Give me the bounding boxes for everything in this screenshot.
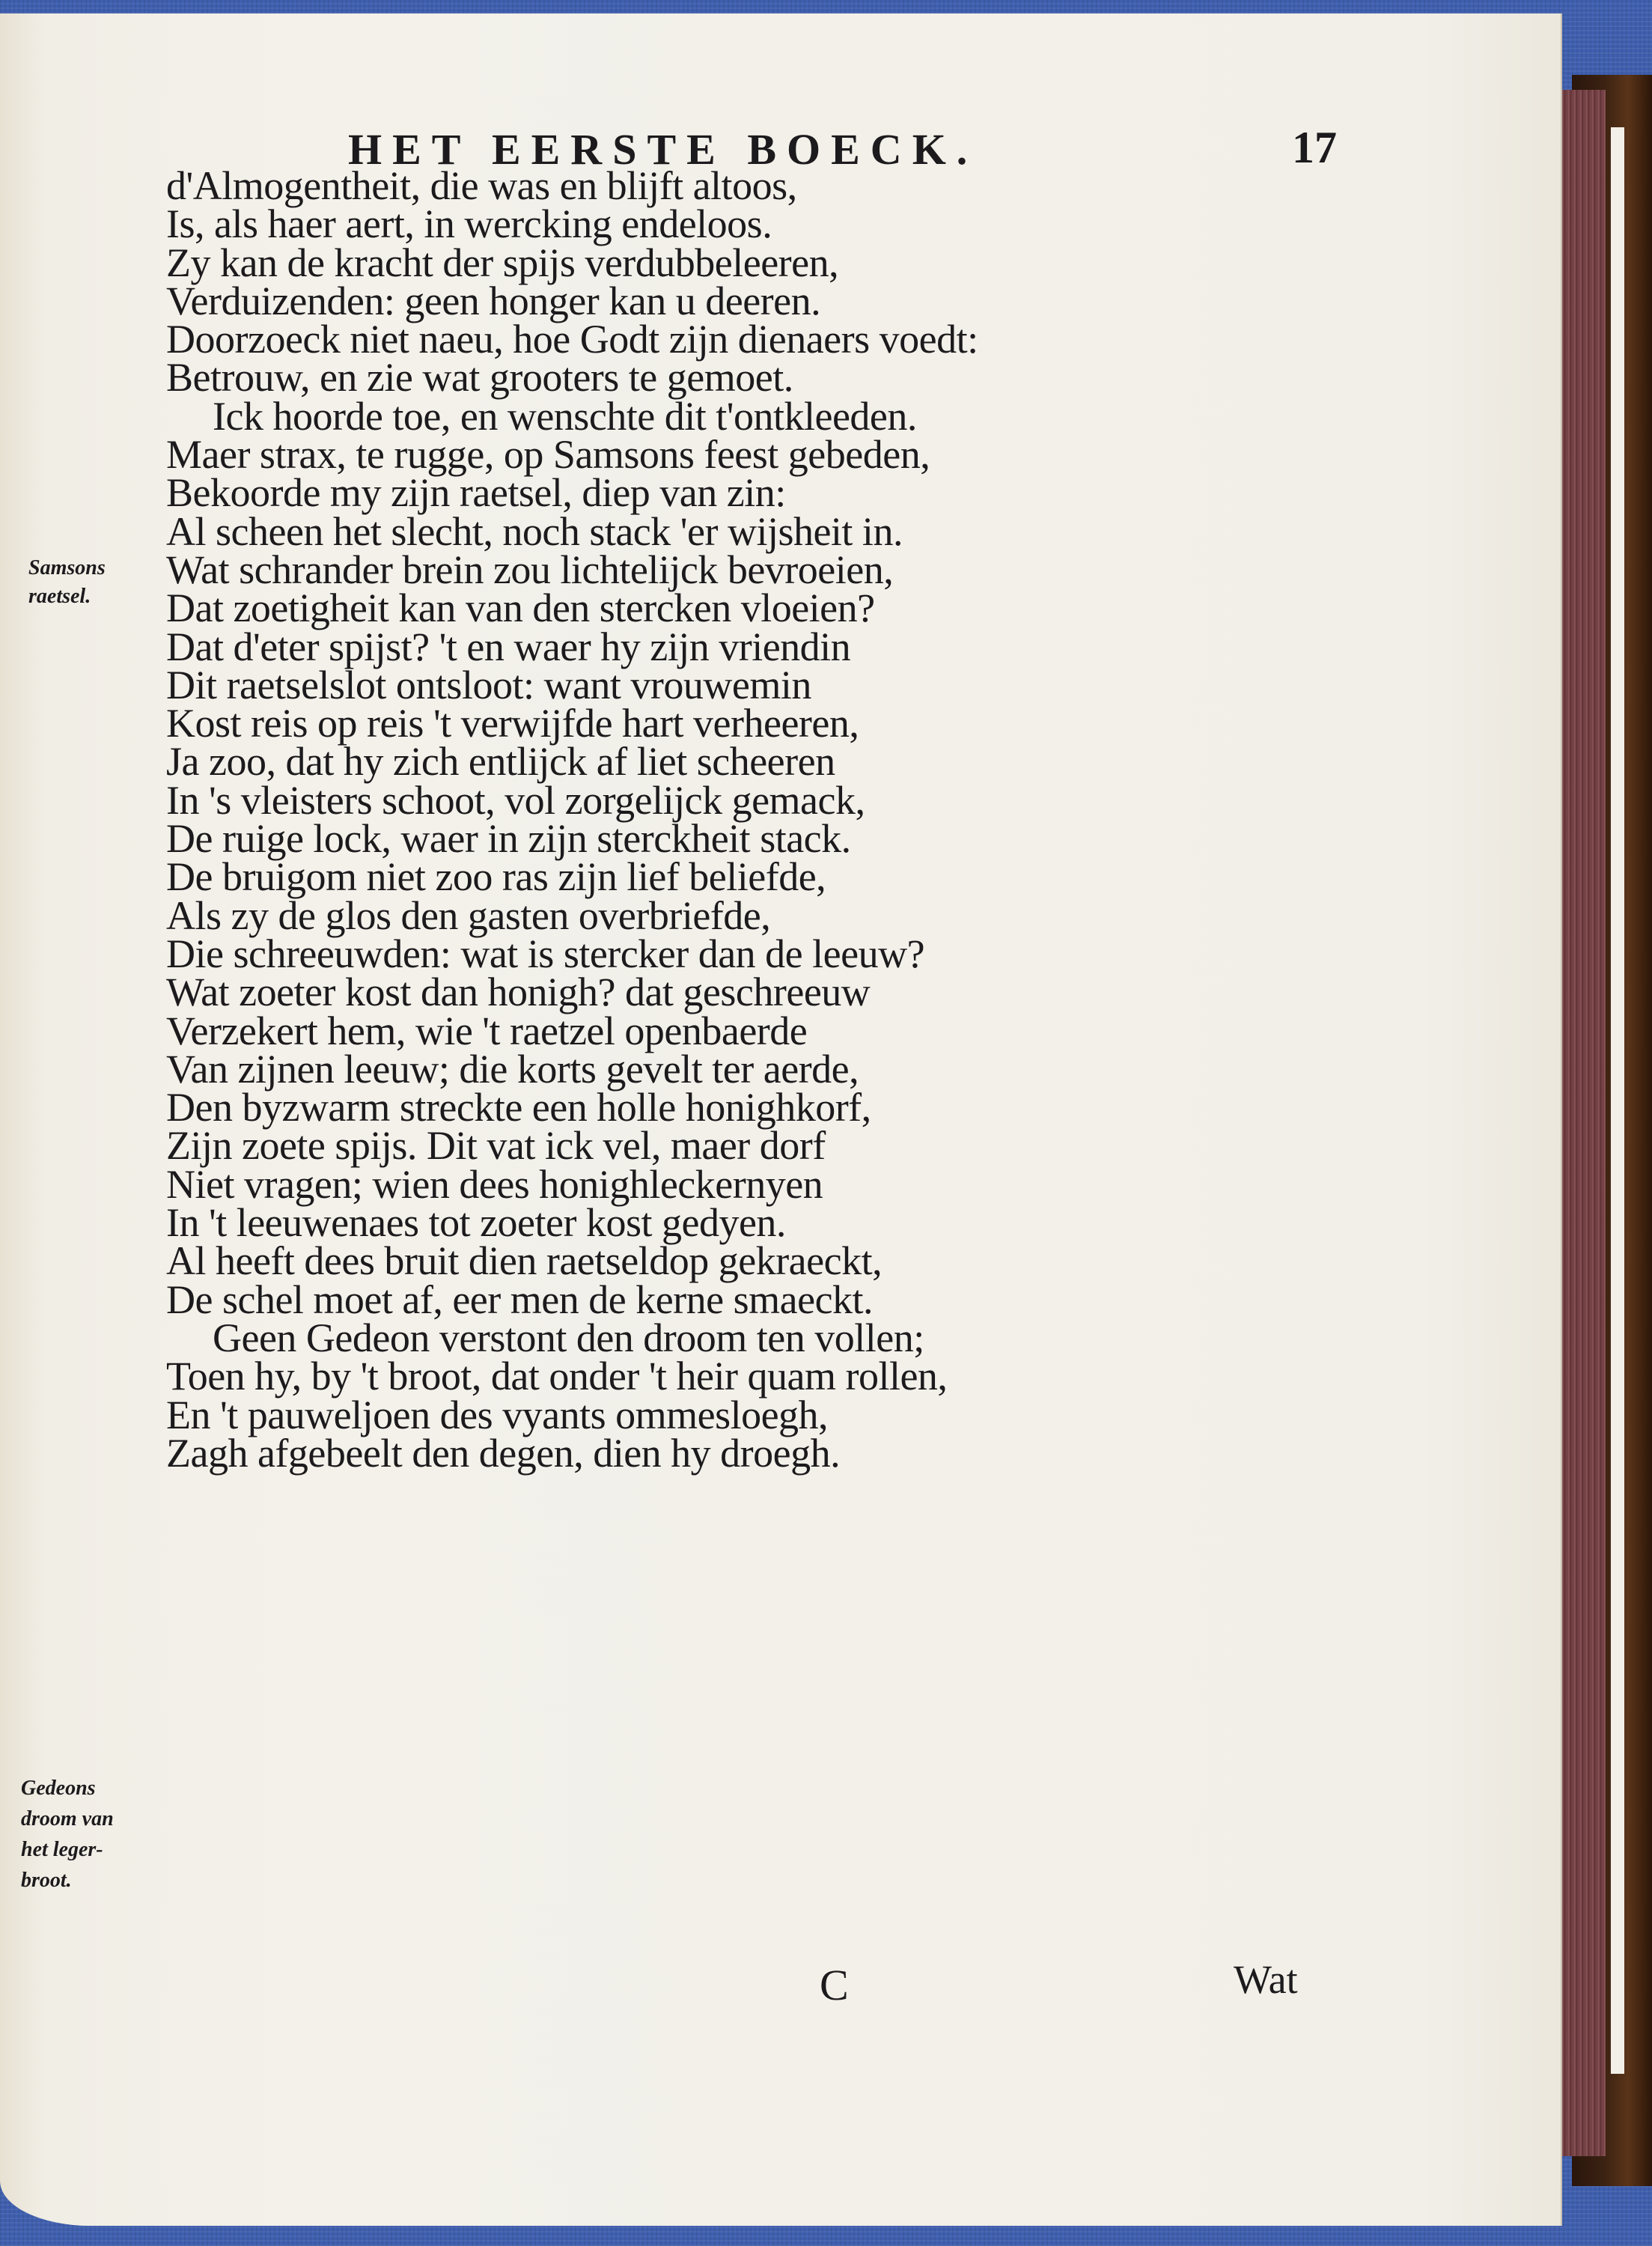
marginal-note-line: Samsons: [28, 556, 106, 579]
verse-line: Dat d'eter spijst? 't en waer hy zijn vriendin: [166, 624, 851, 669]
verse-line: Wat schrander brein zou lichtelijck bevroeien,: [166, 547, 894, 592]
verse-line: Al scheen het slecht, noch stack 'er wijsheit in.: [166, 508, 903, 554]
verse-line: Toen hy, by 't broot, dat onder 't heir quam rollen,: [166, 1354, 948, 1399]
verse-line: In 't leeuwenaes tot zoeter kost gedyen.: [166, 1200, 786, 1246]
marginal-note-line: raetsel.: [28, 585, 91, 608]
catchword: Wat: [1234, 1957, 1298, 2002]
verse-line: Geen Gedeon verstont den droom ten vollen;: [213, 1315, 924, 1360]
verse-line: De schel moet af, eer men de kerne smaeckt.: [166, 1276, 874, 1322]
marginal-note-line: Gedeons: [21, 1777, 96, 1800]
marginal-note-line: droom van: [21, 1807, 114, 1830]
verse-line: De bruigom niet zoo ras zijn lief beliefde,: [166, 854, 826, 900]
marginal-note-gedeons-droom: [21, 1773, 114, 1896]
verse-line: Doorzoeck niet naeu, hoe Godt zijn dienaers voedt:: [166, 317, 978, 362]
page-edge-white: [1611, 127, 1624, 2074]
verse-line: Verduizenden: geen honger kan u deeren.: [166, 278, 821, 323]
page-edges: [1561, 90, 1606, 2156]
verse-line: Al heeft dees bruit dien raetseldop gekraeckt,: [166, 1238, 883, 1284]
verse-line: d'Almogentheit, die was en blijft altoos,: [166, 163, 797, 208]
verse-line: Zy kan de kracht der spijs verdubbeleeren,: [166, 240, 839, 285]
verse-line: Ick hoorde toe, en wenschte dit t'ontkleeden.: [213, 393, 917, 439]
verse-line: Kost reis op reis 't verwijfde hart verheeren,: [166, 701, 859, 746]
marginal-note-line: broot.: [21, 1869, 72, 1892]
marginal-note-line: het leger-: [21, 1838, 103, 1861]
verse-line: En 't pauweljoen des vyants ommesloegh,: [166, 1392, 829, 1437]
verse-line: Wat zoeter kost dan honigh? dat geschreeuw: [166, 970, 871, 1015]
running-head: HET EERSTE BOECK.: [348, 125, 978, 174]
verse-line: Maer strax, te rugge, op Samsons feest gebeden,: [166, 432, 930, 478]
verse-line: Niet vragen; wien dees honighleckernyen: [166, 1161, 823, 1207]
verse-line: Den byzwarm streckte een holle honighkorf,: [166, 1085, 871, 1130]
book-page: [0, 13, 1561, 2226]
verse-line: Als zy de glos den gasten overbriefde,: [166, 892, 771, 938]
verse-line: Betrouw, en zie wat grooters te gemoet.: [166, 355, 793, 401]
verse-line: Zagh afgebeelt den degen, dien hy droegh.: [166, 1430, 841, 1476]
verse-line: Bekoorde my zijn raetsel, diep van zin:: [166, 470, 786, 516]
verse-block: [166, 163, 1364, 1476]
verse-line: De ruige lock, waer in zijn sterckheit stack.: [166, 816, 851, 862]
verse-line: Dit raetselslot ontsloot: want vrouwemin: [166, 662, 811, 707]
page-number: 17: [1292, 123, 1337, 172]
verse-line: In 's vleisters schoot, vol zorgelijck gemack,: [166, 777, 865, 823]
marginal-note-samsons-raetsel: [28, 554, 106, 611]
verse-line: Verzekert hem, wie 't raetzel openbaerde: [166, 1008, 808, 1053]
verse-line: Dat zoetigheit kan van den stercken vloeien?: [166, 585, 875, 631]
verse-line: Die schreeuwden: wat is stercker dan de leeuw?: [166, 931, 925, 976]
verse-line: Is, als haer aert, in wercking endeloos.: [166, 201, 772, 247]
verse-line: Van zijnen leeuw; die korts gevelt ter aerde,: [166, 1046, 859, 1092]
verse-line: Zijn zoete spijs. Dit vat ick vel, maer dorf: [166, 1123, 826, 1169]
signature-mark: C: [820, 1961, 849, 2009]
verse-line: Ja zoo, dat hy zich entlijck af liet scheeren: [166, 739, 835, 785]
